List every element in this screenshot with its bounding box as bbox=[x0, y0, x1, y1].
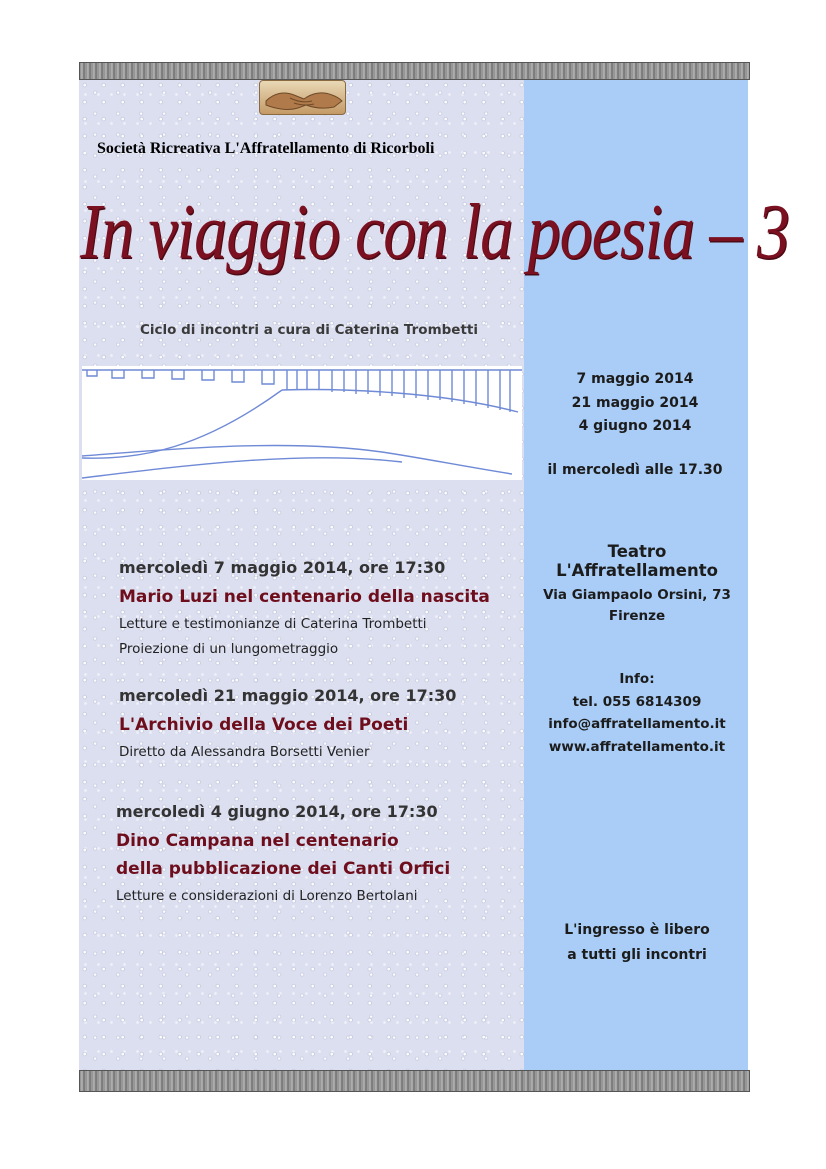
venue-address: Via Giampaolo Orsini, 73 bbox=[543, 587, 731, 603]
date-1: 7 maggio 2014 bbox=[576, 371, 694, 387]
bottom-border bbox=[79, 1070, 750, 1092]
subtitle: Ciclo di incontri a cura di Caterina Trombetti bbox=[140, 322, 478, 338]
bridge-illustration bbox=[82, 366, 522, 480]
info-label: Info: bbox=[619, 671, 655, 687]
event-description: Diretto da Alessandra Borsetti Venier bbox=[119, 744, 370, 760]
event-title-line: della pubblicazione dei Canti Orfici bbox=[116, 859, 451, 879]
weekday-time: il mercoledì alle 17.30 bbox=[547, 462, 723, 478]
page-title: In viaggio con la poesia – 3 bbox=[80, 189, 789, 276]
event-datetime: mercoledì 7 maggio 2014, ore 17:30 bbox=[119, 558, 446, 577]
handshake-icon bbox=[259, 80, 346, 115]
event-3 bbox=[116, 802, 516, 908]
event-datetime: mercoledì 21 maggio 2014, ore 17:30 bbox=[119, 686, 457, 705]
event-datetime: mercoledì 4 giugno 2014, ore 17:30 bbox=[116, 802, 438, 821]
event-dates bbox=[540, 368, 730, 439]
venue-city: Firenze bbox=[608, 608, 666, 624]
venue-name: Teatro L'Affratellamento bbox=[556, 542, 718, 580]
website-link[interactable]: www.affratellamento.it bbox=[548, 738, 726, 755]
event-title-line: Dino Campana nel centenario bbox=[116, 831, 399, 851]
event-2 bbox=[119, 686, 519, 764]
entry-line-2: a tutti gli incontri bbox=[567, 947, 707, 963]
event-description: Proiezione di un lungometraggio bbox=[119, 641, 339, 657]
event-description: Letture e testimonianze di Caterina Trombetti bbox=[119, 616, 427, 632]
phone: tel. 055 6814309 bbox=[572, 693, 702, 710]
date-3: 4 giugno 2014 bbox=[578, 418, 692, 434]
event-1 bbox=[119, 558, 519, 661]
event-title: Mario Luzi nel centenario della nascita bbox=[119, 587, 490, 607]
email-link[interactable]: info@affratellamento.it bbox=[548, 716, 726, 732]
date-2: 21 maggio 2014 bbox=[571, 394, 699, 411]
venue bbox=[527, 542, 747, 627]
event-description: Letture e considerazioni di Lorenzo Bertolani bbox=[116, 888, 418, 904]
event-title bbox=[116, 827, 516, 883]
entry-line-1: L'ingresso è libero bbox=[564, 922, 710, 938]
contact-info bbox=[527, 668, 747, 758]
free-entry-note bbox=[527, 918, 747, 968]
top-border bbox=[79, 62, 750, 80]
society-name: Società Ricreativa L'Affratellamento di Ricorboli bbox=[97, 140, 435, 157]
event-title: L'Archivio della Voce dei Poeti bbox=[119, 715, 409, 735]
